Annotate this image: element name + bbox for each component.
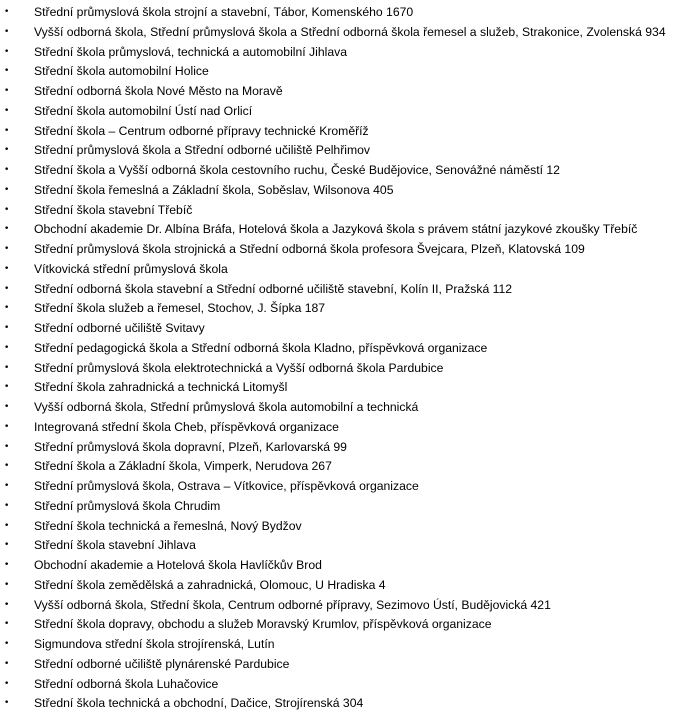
- bullet-icon: •: [4, 7, 10, 17]
- list-item: [0, 102, 698, 122]
- list-item-text: Střední průmyslová škola strojní a stavební, Tábor, Komenského 1670: [34, 5, 414, 19]
- bullet-icon: •: [4, 402, 10, 412]
- bullet-icon: •: [4, 204, 10, 215]
- list-item: [0, 299, 698, 319]
- bullet-icon: •: [4, 619, 10, 630]
- bullet-icon: •: [4, 145, 10, 156]
- list-item: [0, 339, 698, 359]
- list-item: [0, 280, 698, 300]
- bullet-icon: •: [4, 481, 10, 491]
- list-item: [0, 201, 698, 221]
- list-item-text: Střední škola stavební Jihlava: [34, 538, 196, 553]
- bullet-icon: •: [4, 421, 10, 432]
- list-item: [0, 43, 698, 63]
- list-item-text: Střední škola zahradnická a technická Litomyšl: [34, 380, 288, 395]
- bullet-icon: •: [4, 263, 10, 274]
- list-item-text: Střední odborné učiliště Svitavy: [34, 321, 205, 335]
- list-item: [0, 536, 698, 556]
- school-list: [0, 3, 698, 714]
- list-item-text: Vyšší odborná škola, Střední průmyslová škola a Střední odborná škola řemesel a služeb, Strakonice, Zvolenská 934: [34, 24, 666, 39]
- list-item: [0, 82, 698, 102]
- list-item: [0, 576, 698, 596]
- bullet-icon: •: [4, 165, 10, 175]
- list-item-text: Střední škola řemeslná a Základní škola, Soběslav, Wilsonova 405: [34, 182, 394, 197]
- list-item-text: Vítkovická střední průmyslová škola: [34, 261, 228, 276]
- list-item-text: Střední škola – Centrum odborné přípravy technické Kroměříž: [34, 123, 369, 138]
- list-item-text: Sigmundova střední škola strojírenská, Lutín: [34, 637, 275, 651]
- list-item: [0, 62, 698, 82]
- list-item: [0, 181, 698, 201]
- list-item-text: Střední průmyslová škola strojnická a Střední odborná škola profesora Švejcara, Plzeň, Klatovská 109: [34, 242, 585, 256]
- list-item-text: Střední škola zemědělská a zahradnická, Olomouc, U Hradiska 4: [34, 577, 386, 592]
- list-item-text: Obchodní akademie Dr. Albína Bráfa, Hotelová škola a Jazyková škola s právem státní jazykové zkoušky Třebíč: [34, 222, 638, 237]
- list-item: [0, 3, 698, 23]
- list-item-text: Střední odborná škola stavební a Střední odborné učiliště stavební, Kolín II, Pražská 112: [34, 281, 513, 296]
- bullet-icon: •: [4, 540, 10, 551]
- list-item: [0, 596, 698, 616]
- list-item-text: Střední škola a Základní škola, Vimperk, Nerudova 267: [34, 459, 332, 474]
- bullet-icon: •: [4, 520, 10, 531]
- bullet-icon: •: [4, 184, 10, 195]
- bullet-icon: •: [4, 678, 10, 689]
- bullet-icon: •: [4, 500, 10, 511]
- bullet-icon: •: [4, 579, 10, 590]
- list-item-text: Střední odborná škola Nové Město na Moravě: [34, 84, 283, 98]
- list-item-text: Střední škola technická a řemeslná, Nový Bydžov: [34, 518, 302, 533]
- list-item-text: Integrovaná střední škola Cheb, příspěvková organizace: [34, 419, 339, 434]
- list-item-text: Obchodní akademie a Hotelová škola Havlíčkův Brod: [34, 558, 322, 572]
- bullet-icon: •: [4, 599, 10, 610]
- list-item: [0, 319, 698, 339]
- bullet-icon: •: [4, 105, 10, 116]
- list-item: [0, 418, 698, 438]
- list-item: [0, 477, 698, 497]
- list-item: [0, 497, 698, 517]
- list-item-text: Střední škola dopravy, obchodu a služeb Moravský Krumlov, příspěvková organizace: [34, 617, 492, 632]
- list-item-text: Střední průmyslová škola dopravní, Plzeň, Karlovarská 99: [34, 439, 347, 454]
- list-item-text: Střední škola automobilní Holice: [34, 64, 209, 79]
- bullet-icon: •: [4, 125, 10, 136]
- bullet-icon: •: [4, 639, 10, 649]
- bullet-icon: •: [4, 46, 10, 57]
- list-item: [0, 694, 698, 714]
- list-item: [0, 23, 698, 43]
- list-item: [0, 655, 698, 675]
- list-item: [0, 675, 698, 695]
- list-item-text: Střední škola průmyslová, technická a automobilní Jihlava: [34, 44, 347, 59]
- list-item-text: Střední pedagogická škola a Střední odborná škola Kladno, příspěvková organizace: [34, 340, 488, 355]
- list-item: [0, 240, 698, 260]
- list-item: [0, 635, 698, 655]
- bullet-icon: •: [4, 698, 10, 709]
- list-item: [0, 161, 698, 181]
- bullet-icon: •: [4, 658, 10, 669]
- list-item-text: Vyšší odborná škola, Střední průmyslová škola automobilní a technická: [34, 400, 419, 414]
- list-item: [0, 378, 698, 398]
- bullet-icon: •: [4, 283, 10, 294]
- list-item: [0, 220, 698, 240]
- list-item: [0, 457, 698, 477]
- document-page: [0, 3, 698, 714]
- list-item: [0, 122, 698, 142]
- bullet-icon: •: [4, 560, 10, 570]
- list-item-text: Střední průmyslová škola elektrotechnická a Vyšší odborná škola Pardubice: [34, 360, 444, 375]
- bullet-icon: •: [4, 461, 10, 472]
- bullet-icon: •: [4, 244, 10, 254]
- list-item-text: Střední odborná škola Luhačovice: [34, 676, 219, 691]
- list-item-text: Vyšší odborná škola, Střední škola, Centrum odborné přípravy, Sezimovo Ústí, Budějovická 421: [34, 597, 551, 612]
- list-item: [0, 615, 698, 635]
- list-item: [0, 556, 698, 576]
- list-item-text: Střední průmyslová škola, Ostrava – Vítkovice, příspěvková organizace: [34, 479, 419, 493]
- list-item-text: Střední průmyslová škola Chrudim: [34, 498, 221, 513]
- list-item: [0, 260, 698, 280]
- list-item: [0, 398, 698, 418]
- list-item: [0, 517, 698, 537]
- list-item-text: Střední škola stavební Třebíč: [34, 202, 193, 217]
- list-item-text: Střední škola a Vyšší odborná škola cestovního ruchu, České Budějovice, Senovážné náměstí 12: [34, 163, 560, 177]
- bullet-icon: •: [4, 303, 10, 314]
- list-item-text: Střední odborné učiliště plynárenské Pardubice: [34, 656, 290, 671]
- list-item: [0, 438, 698, 458]
- bullet-icon: •: [4, 224, 10, 235]
- list-item: [0, 141, 698, 161]
- bullet-icon: •: [4, 382, 10, 393]
- bullet-icon: •: [4, 362, 10, 373]
- bullet-icon: •: [4, 66, 10, 77]
- list-item: [0, 359, 698, 379]
- bullet-icon: •: [4, 86, 10, 96]
- list-item-text: Střední škola automobilní Ústí nad Orlicí: [34, 103, 253, 118]
- list-item-text: Střední průmyslová škola a Střední odborné učiliště Pelhřimov: [34, 143, 370, 158]
- bullet-icon: •: [4, 26, 10, 37]
- bullet-icon: •: [4, 323, 10, 333]
- bullet-icon: •: [4, 441, 10, 452]
- list-item-text: Střední škola technická a obchodní, Dačice, Strojírenská 304: [34, 696, 364, 711]
- bullet-icon: •: [4, 342, 10, 353]
- list-item-text: Střední škola služeb a řemesel, Stochov, J. Šípka 187: [34, 301, 326, 316]
